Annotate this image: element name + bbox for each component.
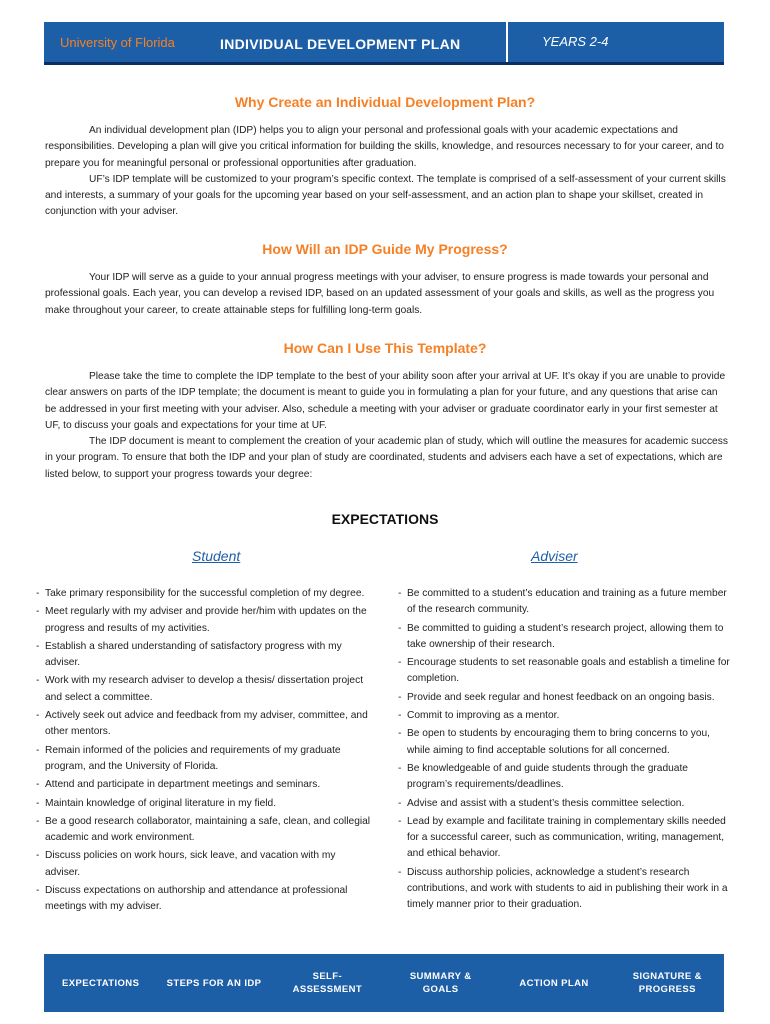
- section-heading-why: Why Create an Individual Development Plan?: [234, 94, 536, 110]
- tab-label: SUMMARY &: [409, 971, 472, 982]
- tab-steps-for-an-idp[interactable]: [157, 954, 270, 1012]
- section-heading-use: How Can I Use This Template?: [283, 340, 487, 356]
- list-item: - Discuss authorship policies, acknowledge a student’s research contributions, and work with students to aid in publishing their work in a timely manner prior to their graduation.: [398, 865, 732, 914]
- paragraph: [45, 270, 729, 319]
- section-use-body: [45, 369, 729, 483]
- paragraph: [45, 172, 729, 221]
- paragraph-text: The IDP document is meant to complement the creation of your academic plan of study, which will outline the measures for academic success in your program. To ensure that both the IDP and your plan of study are coordinated, students and advisers each have a set of expectations, which are listed below, to support your progress towards your degree:: [45, 436, 728, 480]
- header-banner: [44, 22, 724, 65]
- list-item: - Discuss expectations on authorship and attendance at professional meetings with my adviser.: [36, 883, 372, 916]
- list-item: - Lead by example and facilitate training in complementary skills needed for a successful career, such as communication, writing, management, and ethical behavior.: [398, 814, 732, 863]
- paragraph-text: Please take the time to complete the IDP template to the best of your ability soon after your arrival at UF. It’s okay if you are unable to provide clear answers on parts of the IDP template; the document is meant to guide you in formulating a plan for your future, and any questions that arise can be addressed in your first meeting with your adviser. Also, schedule a meeting with your adviser or graduate coordinator early in your first semester at UF, to discuss your goals and expectations for your time at UF.: [45, 371, 726, 431]
- list-item: - Remain informed of the policies and requirements of my graduate program, and the University of Florida.: [36, 743, 372, 776]
- list-item: - Commit to improving as a mentor.: [398, 708, 732, 724]
- paragraph-text: Your IDP will serve as a guide to your annual progress meetings with your adviser, to ensure progress is made towards your personal and professional goals. Each year, you can develop a revised IDP, based on an updated assessment of your goals and skills, as well as the progress you make throughout your career, to create attainable steps for fulfilling long-term goals.: [45, 272, 715, 316]
- list-item: - Attend and participate in department meetings and seminars.: [36, 777, 372, 793]
- list-item: - Provide and seek regular and honest feedback on an ongoing basis.: [398, 690, 732, 706]
- tab-self-assessment[interactable]: [271, 954, 384, 1012]
- paragraph: [45, 434, 729, 483]
- paragraph-text: An individual development plan (IDP) helps you to align your personal and professional goals with your academic expectations and responsibilities. Developing a plan will give you critical information for building the skills, knowledge, and resources necessary to for your career, and to prepare you for meaningful personal or professional opportunities after graduation.: [45, 125, 724, 169]
- list-item: - Be open to students by encouraging them to bring concerns to you, while aiming to find acceptable solutions for all concerned.: [398, 726, 732, 759]
- list-item: - Work with my research adviser to develop a thesis/ dissertation project and select a committee.: [36, 673, 372, 706]
- list-item: - Encourage students to set reasonable goals and establish a timeline for completion.: [398, 655, 732, 688]
- list-item: - Actively seek out advice and feedback from my adviser, committee, and other mentors.: [36, 708, 372, 741]
- tab-label: PROGRESS: [638, 984, 696, 995]
- list-item: - Be knowledgeable of and guide students through the graduate program’s requirements/deadlines.: [398, 761, 732, 794]
- adviser-column-title: Adviser: [531, 548, 578, 564]
- expectations-title: EXPECTATIONS: [331, 511, 439, 527]
- list-item: - Take primary responsibility for the successful completion of my degree.: [36, 586, 372, 602]
- student-column-title: Student: [192, 548, 241, 564]
- tab-label: ACTION PLAN: [519, 977, 589, 989]
- university-name: University of Florida: [60, 35, 175, 50]
- list-item: - Be a good research collaborator, maintaining a safe, clean, and collegial academic and work environment.: [36, 814, 372, 847]
- list-item: - Advise and assist with a student’s thesis committee selection.: [398, 796, 732, 812]
- paragraph: [45, 123, 729, 172]
- list-item: - Be committed to guiding a student’s research project, allowing them to take ownership of their research.: [398, 621, 732, 654]
- list-item: - Discuss policies on work hours, sick leave, and vacation with my adviser.: [36, 848, 372, 881]
- list-item: - Meet regularly with my adviser and provide her/him with updates on the progress and results of my activities.: [36, 604, 372, 637]
- header-divider: [506, 22, 508, 62]
- student-expectations-list: [36, 586, 372, 918]
- tab-label: ASSESSMENT: [292, 984, 363, 995]
- list-item: - Establish a shared understanding of satisfactory progress with my adviser.: [36, 639, 372, 672]
- section-navigation: [44, 954, 724, 1012]
- list-item: - Maintain knowledge of original literature in my field.: [36, 796, 372, 812]
- list-item: - Be committed to a student’s education and training as a future member of the research community.: [398, 586, 732, 619]
- tab-expectations[interactable]: [44, 954, 157, 1012]
- tab-label: GOALS: [422, 984, 459, 995]
- section-heading-guide: How Will an IDP Guide My Progress?: [262, 241, 508, 257]
- tab-label: SIGNATURE &: [632, 971, 702, 982]
- tab-summary-goals[interactable]: [384, 954, 497, 1012]
- adviser-expectations-list: [398, 586, 732, 916]
- section-why-body: [45, 123, 729, 221]
- tab-action-plan[interactable]: [497, 954, 610, 1012]
- document-title: INDIVIDUAL DEVELOPMENT PLAN: [220, 36, 461, 52]
- tab-signature-progress[interactable]: [611, 954, 724, 1012]
- tab-label: STEPS FOR AN IDP: [166, 977, 262, 989]
- section-guide-body: [45, 270, 729, 319]
- tab-label: EXPECTATIONS: [62, 977, 140, 989]
- years-label: YEARS 2-4: [542, 34, 609, 49]
- paragraph-text: UF’s IDP template will be customized to your program’s specific context. The template is comprised of a self-assessment of your current skills and interests, a summary of your goals for the upcoming year based on your self-assessment, and an action plan to shape your skillset, created in conjunction with your adviser.: [45, 173, 726, 218]
- paragraph: [45, 369, 729, 434]
- tab-label: SELF-: [312, 971, 343, 982]
